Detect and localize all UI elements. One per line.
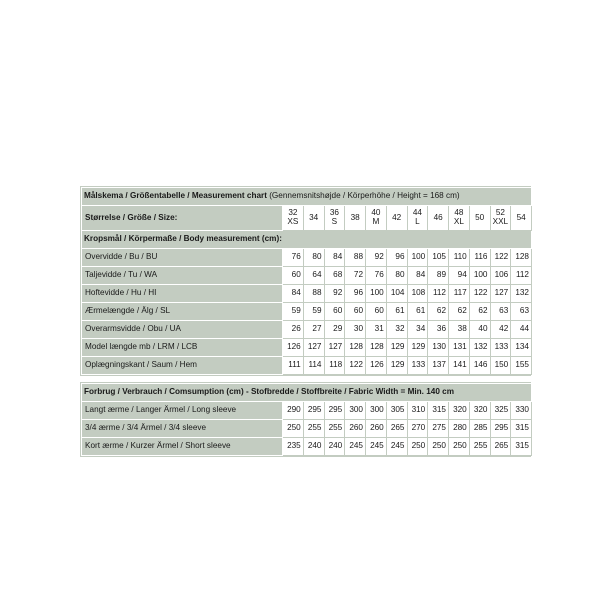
body-measurement-header: Kropsmål / Körpermaße / Body measurement (cm): [82, 231, 532, 249]
value-cell: 104 [386, 285, 407, 303]
row-label: Ærmelængde / Älg / SL [82, 303, 283, 321]
size-number: 54 [516, 212, 526, 222]
size-number: 46 [433, 212, 443, 222]
value-cell: 310 [407, 402, 428, 420]
value-cell: 330 [511, 402, 532, 420]
value-cell: 96 [386, 249, 407, 267]
value-cell: 84 [324, 249, 345, 267]
row-label: Overvidde / Bu / BU [82, 249, 283, 267]
value-cell: 315 [511, 420, 532, 438]
value-cell: 26 [283, 321, 304, 339]
value-cell: 112 [428, 285, 449, 303]
value-cell: 150 [490, 357, 511, 375]
value-cell: 320 [449, 402, 470, 420]
table-row [82, 285, 532, 303]
value-cell: 250 [428, 438, 449, 456]
size-column-header [511, 206, 532, 231]
value-cell: 128 [366, 339, 387, 357]
value-cell: 31 [366, 321, 387, 339]
value-cell: 290 [283, 402, 304, 420]
value-cell: 127 [303, 339, 324, 357]
row-label: Langt ærme / Langer Ärmel / Long sleeve [82, 402, 283, 420]
size-number: 44 [412, 208, 422, 218]
value-cell: 315 [428, 402, 449, 420]
value-cell: 100 [407, 249, 428, 267]
size-column-header [386, 206, 407, 231]
value-cell: 240 [303, 438, 324, 456]
row-label: 3/4 ærme / 3/4 Ärmel / 3/4 sleeve [82, 420, 283, 438]
row-label: Hoftevidde / Hu / HI [82, 285, 283, 303]
value-cell: 63 [490, 303, 511, 321]
value-cell: 88 [303, 285, 324, 303]
value-cell: 240 [324, 438, 345, 456]
row-label: Overarmsvidde / Obu / UA [82, 321, 283, 339]
size-number: 32 [288, 208, 298, 218]
value-cell: 76 [366, 267, 387, 285]
value-cell: 116 [469, 249, 490, 267]
value-cell: 134 [511, 339, 532, 357]
value-cell: 250 [283, 420, 304, 438]
value-cell: 250 [449, 438, 470, 456]
value-cell: 295 [324, 402, 345, 420]
value-cell: 110 [449, 249, 470, 267]
size-column-header [366, 206, 387, 231]
value-cell: 305 [386, 402, 407, 420]
table-row [82, 438, 532, 456]
value-cell: 117 [449, 285, 470, 303]
value-cell: 265 [386, 420, 407, 438]
size-column-header [469, 206, 490, 231]
value-cell: 34 [407, 321, 428, 339]
size-letter: L [415, 217, 420, 226]
size-letter: M [372, 217, 380, 226]
table-row [82, 249, 532, 267]
row-label: Taljevidde / Tu / WA [82, 267, 283, 285]
table-row [82, 420, 532, 438]
value-cell: 285 [469, 420, 490, 438]
value-cell: 260 [345, 420, 366, 438]
value-cell: 100 [366, 285, 387, 303]
value-cell: 270 [407, 420, 428, 438]
size-row [82, 206, 532, 231]
size-column-header [324, 206, 345, 231]
value-cell: 84 [407, 267, 428, 285]
size-number: 38 [350, 212, 360, 222]
value-cell: 118 [324, 357, 345, 375]
value-cell: 61 [386, 303, 407, 321]
value-cell: 44 [511, 321, 532, 339]
value-cell: 260 [366, 420, 387, 438]
value-cell: 94 [449, 267, 470, 285]
size-number: 42 [392, 212, 402, 222]
value-cell: 62 [428, 303, 449, 321]
row-label: Oplægningskant / Saum / Hem [82, 357, 283, 375]
value-cell: 141 [449, 357, 470, 375]
value-cell: 63 [511, 303, 532, 321]
value-cell: 255 [324, 420, 345, 438]
value-cell: 255 [303, 420, 324, 438]
size-column-header [283, 206, 304, 231]
value-cell: 60 [324, 303, 345, 321]
table-row [82, 357, 532, 375]
value-cell: 146 [469, 357, 490, 375]
size-column-header [428, 206, 449, 231]
value-cell: 265 [490, 438, 511, 456]
value-cell: 129 [386, 339, 407, 357]
row-label: Model længde mb / LRM / LCB [82, 339, 283, 357]
value-cell: 108 [407, 285, 428, 303]
value-cell: 80 [303, 249, 324, 267]
value-cell: 250 [407, 438, 428, 456]
row-label: Kort ærme / Kurzer Ärmel / Short sleeve [82, 438, 283, 456]
value-cell: 27 [303, 321, 324, 339]
size-label: Størrelse / Größe / Size: [82, 206, 283, 231]
value-cell: 133 [407, 357, 428, 375]
size-number: 50 [475, 212, 485, 222]
measurement-chart [80, 186, 531, 457]
table-row [82, 321, 532, 339]
value-cell: 129 [407, 339, 428, 357]
measurement-title-text: Målskema / Größentabelle / Measurement chart [84, 191, 267, 201]
value-cell: 122 [345, 357, 366, 375]
value-cell: 275 [428, 420, 449, 438]
size-letter: XS [287, 217, 299, 226]
size-number: 34 [309, 212, 319, 222]
value-cell: 300 [345, 402, 366, 420]
value-cell: 122 [490, 249, 511, 267]
value-cell: 129 [386, 357, 407, 375]
measurement-table-frame [80, 186, 531, 376]
size-number: 36 [329, 208, 339, 218]
value-cell: 59 [303, 303, 324, 321]
size-number: 40 [371, 208, 381, 218]
value-cell: 245 [366, 438, 387, 456]
value-cell: 295 [490, 420, 511, 438]
value-cell: 36 [428, 321, 449, 339]
value-cell: 100 [469, 267, 490, 285]
table-row [82, 303, 532, 321]
value-cell: 245 [386, 438, 407, 456]
size-column-header [490, 206, 511, 231]
value-cell: 106 [490, 267, 511, 285]
size-letter: XXL [492, 217, 509, 226]
measurement-table [81, 187, 532, 375]
value-cell: 89 [428, 267, 449, 285]
value-cell: 76 [283, 249, 304, 267]
value-cell: 62 [449, 303, 470, 321]
size-letter: S [331, 217, 338, 226]
consumption-table [81, 383, 532, 456]
size-letter: XL [453, 217, 464, 226]
value-cell: 38 [449, 321, 470, 339]
value-cell: 60 [283, 267, 304, 285]
measurement-title [82, 188, 532, 206]
value-cell: 59 [283, 303, 304, 321]
value-cell: 61 [407, 303, 428, 321]
table-row [82, 267, 532, 285]
value-cell: 131 [449, 339, 470, 357]
value-cell: 111 [283, 357, 304, 375]
value-cell: 315 [511, 438, 532, 456]
value-cell: 295 [303, 402, 324, 420]
value-cell: 68 [324, 267, 345, 285]
value-cell: 42 [490, 321, 511, 339]
value-cell: 72 [345, 267, 366, 285]
value-cell: 127 [490, 285, 511, 303]
value-cell: 245 [345, 438, 366, 456]
value-cell: 128 [345, 339, 366, 357]
value-cell: 40 [469, 321, 490, 339]
value-cell: 126 [366, 357, 387, 375]
consumption-header: Forbrug / Verbrauch / Comsumption (cm) - Stofbredde / Stoffbreite / Fabric Width = Min. 140 cm [82, 384, 532, 402]
value-cell: 80 [386, 267, 407, 285]
value-cell: 255 [469, 438, 490, 456]
value-cell: 30 [345, 321, 366, 339]
value-cell: 62 [469, 303, 490, 321]
value-cell: 122 [469, 285, 490, 303]
value-cell: 320 [469, 402, 490, 420]
value-cell: 235 [283, 438, 304, 456]
value-cell: 105 [428, 249, 449, 267]
value-cell: 128 [511, 249, 532, 267]
value-cell: 92 [324, 285, 345, 303]
size-column-header [303, 206, 324, 231]
value-cell: 29 [324, 321, 345, 339]
value-cell: 280 [449, 420, 470, 438]
value-cell: 127 [324, 339, 345, 357]
consumption-table-frame [80, 382, 531, 457]
value-cell: 112 [511, 267, 532, 285]
value-cell: 137 [428, 357, 449, 375]
value-cell: 114 [303, 357, 324, 375]
value-cell: 132 [511, 285, 532, 303]
value-cell: 84 [283, 285, 304, 303]
size-number: 52 [495, 208, 505, 218]
value-cell: 60 [345, 303, 366, 321]
value-cell: 92 [366, 249, 387, 267]
value-cell: 130 [428, 339, 449, 357]
value-cell: 96 [345, 285, 366, 303]
value-cell: 325 [490, 402, 511, 420]
measurement-title-note: (Gennemsnitshøjde / Körperhöhe / Height = 168 cm) [266, 191, 460, 201]
table-row [82, 402, 532, 420]
size-number: 48 [454, 208, 464, 218]
value-cell: 64 [303, 267, 324, 285]
value-cell: 132 [469, 339, 490, 357]
table-row [82, 339, 532, 357]
value-cell: 88 [345, 249, 366, 267]
value-cell: 60 [366, 303, 387, 321]
size-column-header [345, 206, 366, 231]
value-cell: 300 [366, 402, 387, 420]
value-cell: 126 [283, 339, 304, 357]
value-cell: 155 [511, 357, 532, 375]
size-column-header [449, 206, 470, 231]
size-column-header [407, 206, 428, 231]
value-cell: 32 [386, 321, 407, 339]
value-cell: 133 [490, 339, 511, 357]
